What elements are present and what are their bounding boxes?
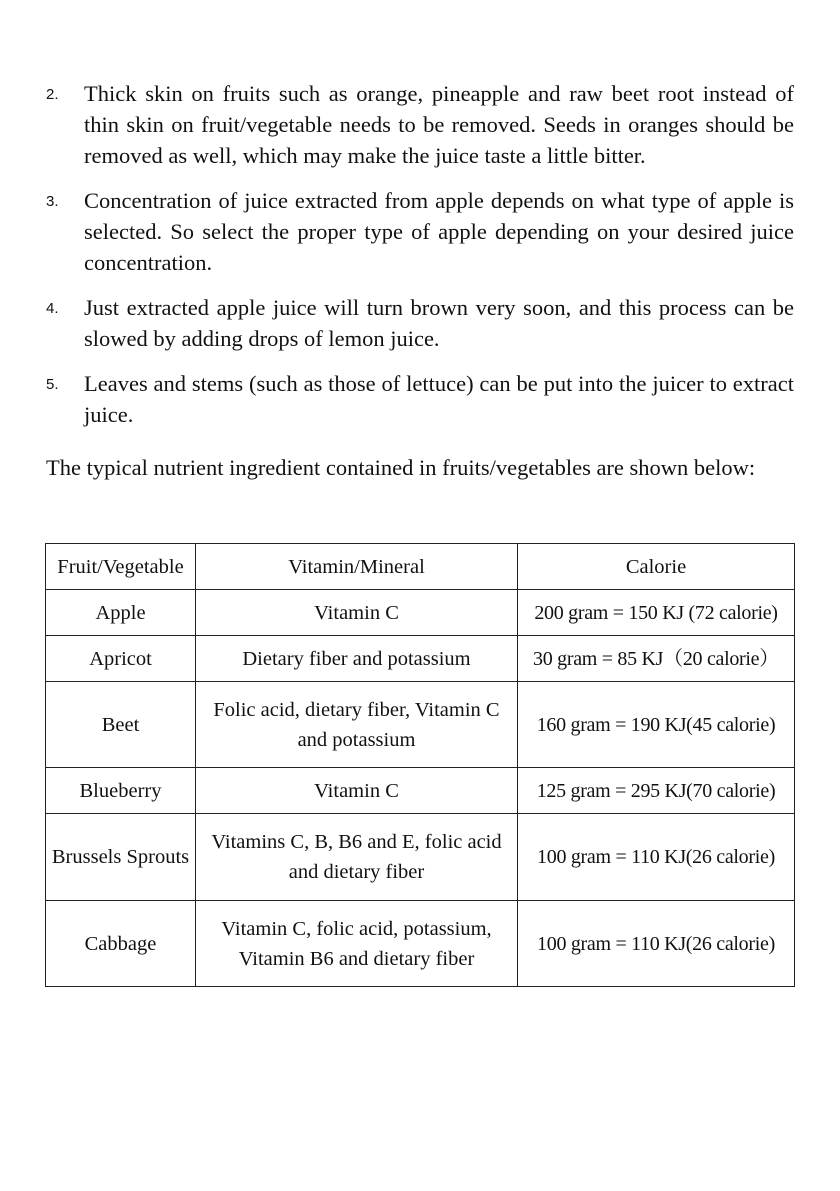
cell-nutrients: Vitamin C xyxy=(196,768,518,814)
list-item-number: 2. xyxy=(46,86,59,103)
instruction-list xyxy=(46,78,794,444)
cell-nutrients: Vitamin C, folic acid, potassium, Vitamin B6 and dietary fiber xyxy=(196,901,518,987)
cell-item: Blueberry xyxy=(46,768,196,814)
table-row xyxy=(46,768,795,814)
cell-nutrients: Vitamins C, B, B6 and E, folic acid and dietary fiber xyxy=(196,814,518,901)
cell-item: Brussels Sprouts xyxy=(46,814,196,901)
cell-nutrients: Folic acid, dietary fiber, Vitamin C and potassium xyxy=(196,682,518,768)
cell-item: Cabbage xyxy=(46,901,196,987)
list-item-number: 3. xyxy=(46,193,59,210)
list-item-text: Thick skin on fruits such as orange, pineapple and raw beet root instead of thin skin on fruit/vegetable needs to be removed. Seeds in oranges should be removed as well, which may make the juice taste a little bitter. xyxy=(84,81,794,168)
cell-calorie: 200 gram = 150 KJ (72 calorie) xyxy=(518,590,795,636)
column-header-vitamin-mineral: Vitamin/Mineral xyxy=(196,544,518,590)
table-row xyxy=(46,901,795,987)
list-item-number: 5. xyxy=(46,376,59,393)
table-row xyxy=(46,636,795,682)
cell-calorie: 100 gram = 110 KJ(26 calorie) xyxy=(518,901,795,987)
list-item-text: Concentration of juice extracted from apple depends on what type of apple is selected. So select the proper type of apple depending on your desired juice concentration. xyxy=(84,188,794,275)
list-item-number: 4. xyxy=(46,300,59,317)
cell-item: Apricot xyxy=(46,636,196,682)
list-item xyxy=(46,185,794,278)
list-item-text: Leaves and stems (such as those of lettuce) can be put into the juicer to extract juice. xyxy=(84,371,794,427)
table-header-row xyxy=(46,544,795,590)
cell-nutrients: Vitamin C xyxy=(196,590,518,636)
list-item xyxy=(46,78,794,171)
table-intro-paragraph: The typical nutrient ingredient contained in fruits/vegetables are shown below: xyxy=(46,455,756,480)
table-row xyxy=(46,590,795,636)
list-item xyxy=(46,368,794,430)
cell-calorie: 30 gram = 85 KJ（20 calorie） xyxy=(518,636,795,682)
cell-item: Beet xyxy=(46,682,196,768)
list-item-text: Just extracted apple juice will turn brown very soon, and this process can be slowed by adding drops of lemon juice. xyxy=(84,295,794,351)
table-row xyxy=(46,814,795,901)
column-header-calorie: Calorie xyxy=(518,544,795,590)
cell-calorie: 125 gram = 295 KJ(70 calorie) xyxy=(518,768,795,814)
cell-calorie: 160 gram = 190 KJ(45 calorie) xyxy=(518,682,795,768)
cell-calorie: 100 gram = 110 KJ(26 calorie) xyxy=(518,814,795,901)
table-row xyxy=(46,682,795,768)
column-header-fruit-vegetable: Fruit/Vegetable xyxy=(46,544,196,590)
cell-nutrients: Dietary fiber and potassium xyxy=(196,636,518,682)
list-item xyxy=(46,292,794,354)
cell-item: Apple xyxy=(46,590,196,636)
nutrient-table xyxy=(45,543,795,987)
